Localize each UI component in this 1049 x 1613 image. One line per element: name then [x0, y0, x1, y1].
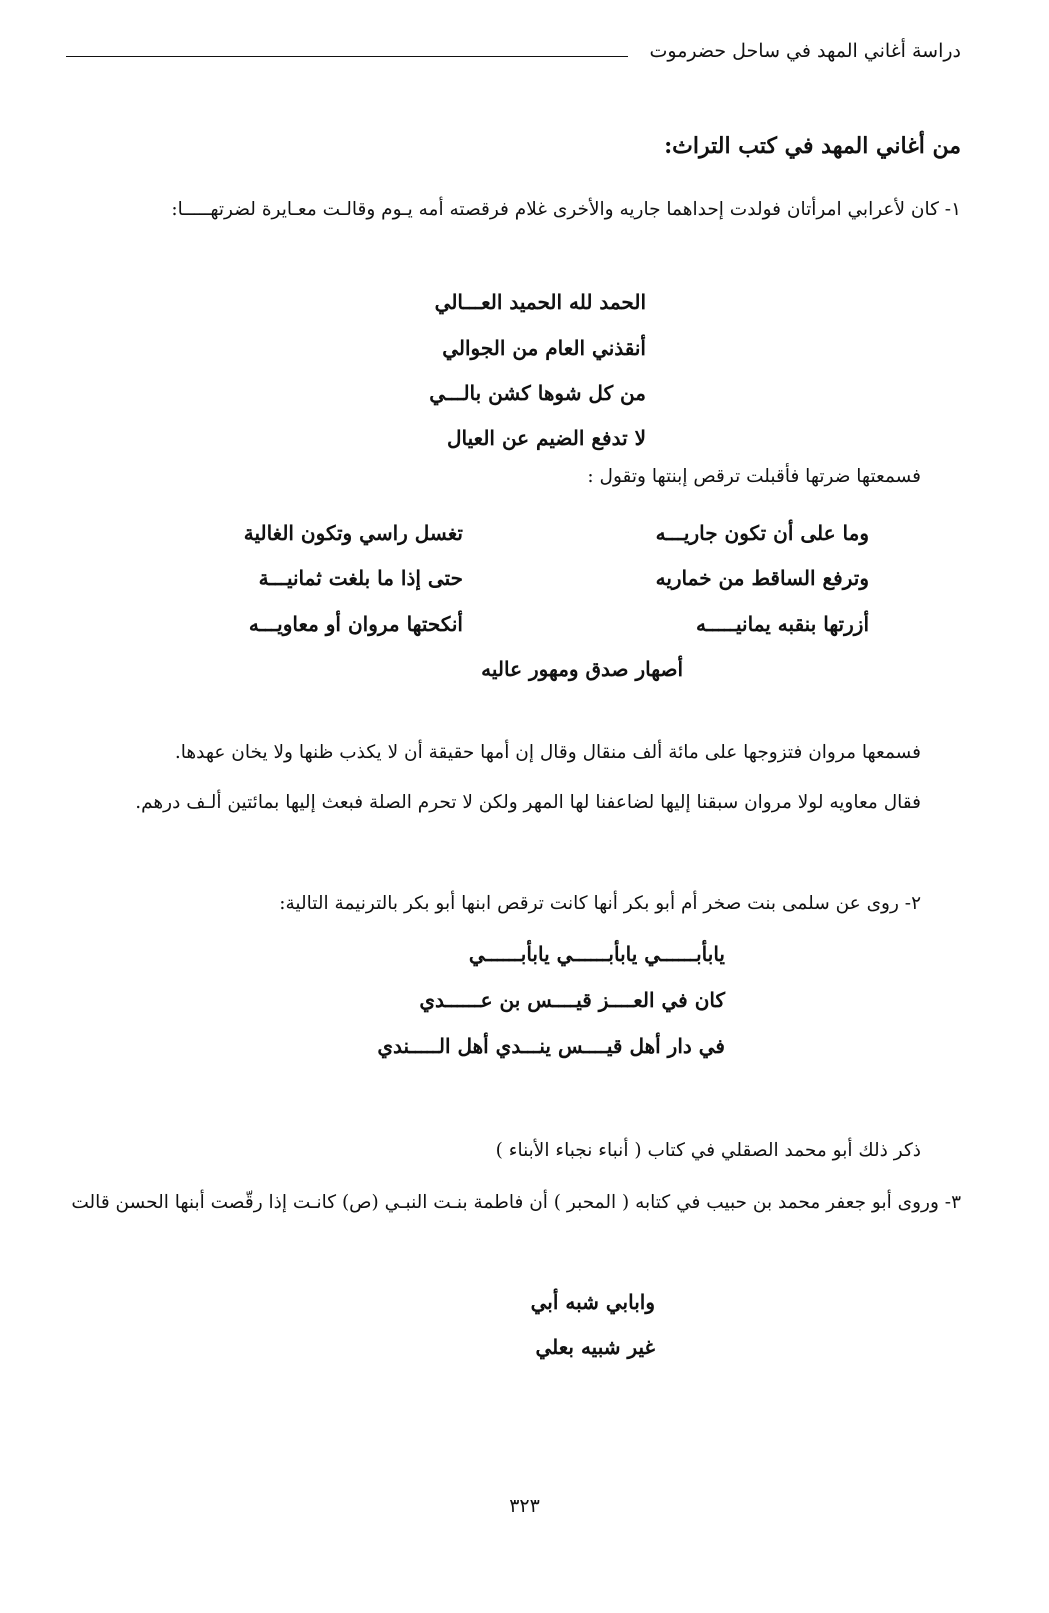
verse2-row3-right: أزرتها بنقبه يمانيـــــه	[696, 612, 869, 636]
verse2-row1-right: وما على أن تكون جاريـــه	[655, 521, 869, 545]
verse2-row1-left: تغسل راسي وتكون الغالية	[243, 521, 463, 545]
verse3-line-2: كان في العــــز قيــــس بن عــــــدي	[419, 988, 725, 1012]
verse4-line-1: وابابي شبه أبي	[530, 1290, 655, 1314]
verse3-line-3: في دار أهل قيــــس ينـــدي أهل الـــــندي	[377, 1034, 725, 1058]
verse1-line-2: أنقذني العام من الجوالي	[442, 336, 646, 360]
verse1-line-4: لا تدفع الضيم عن العيال	[447, 426, 646, 450]
verse1-line-3: من كل شوها كشن بالـــي	[429, 381, 646, 405]
header-rule	[66, 56, 628, 57]
verse3-line-1: يابأبــــــي يابأبــــــي يابأبــــــي	[468, 942, 725, 966]
paragraph-3: فقال معاويه لولا مروان سبقنا إليها لضاعفنا لها المهر ولكن لا تحرم الصلة فبعث إليها بمائتين ألـف درهم.	[135, 792, 921, 813]
paragraph-5: ذكر ذلك أبو محمد الصقلي في كتاب ( أنباء نجباء الأبناء )	[495, 1140, 921, 1161]
running-header	[66, 40, 961, 62]
verse2-intro: فسمعتها ضرتها فأقبلت ترقص إبنتها وتقول :	[587, 466, 921, 487]
verse2-row2-left: حتى إذا ما بلغت ثمانيـــة	[258, 566, 463, 590]
verse4-line-2: غير شبيه بعلي	[535, 1335, 655, 1359]
verse2-row2-right: وترفع الساقط من خماريه	[655, 566, 869, 590]
paragraph-2: فسمعها مروان فتزوجها على مائة ألف منقال وقال إن أمها حقيقة أن لا يكذب ظنها ولا يخان عهدها.	[174, 742, 921, 763]
verse2-row3-left: أنكحتها مروان أو معاويـــه	[248, 612, 463, 636]
verse2-final-line: أصهار صدق ومهور عاليه	[481, 657, 683, 681]
paragraph-6: ٣- وروى أبو جعفر محمد بن حبيب في كتابه ( المحبر ) أن فاطمة بنـت النبـي (ص) كانـت إذا رقّصت أبنها الحسن قالت	[71, 1192, 961, 1213]
paragraph-1: ١- كان لأعرابي امرأتان فولدت إحداهما جاريه والأخرى غلام فرقصته أمه يـوم وقالـت معـايرة لضرتهـــــا:	[171, 199, 961, 220]
section-heading: من أغاني المهد في كتب التراث:	[664, 133, 961, 159]
header-title: دراسة أغاني المهد في ساحل حضرموت	[649, 40, 961, 62]
verse1-line-1: الحمد لله الحميد العـــالي	[434, 290, 646, 314]
page-number: ٣٢٣	[509, 1495, 540, 1517]
paragraph-4: ٢- روى عن سلمى بنت صخر أم أبو بكر أنها كانت ترقص ابنها أبو بكر بالترنيمة التالية:	[279, 893, 921, 914]
